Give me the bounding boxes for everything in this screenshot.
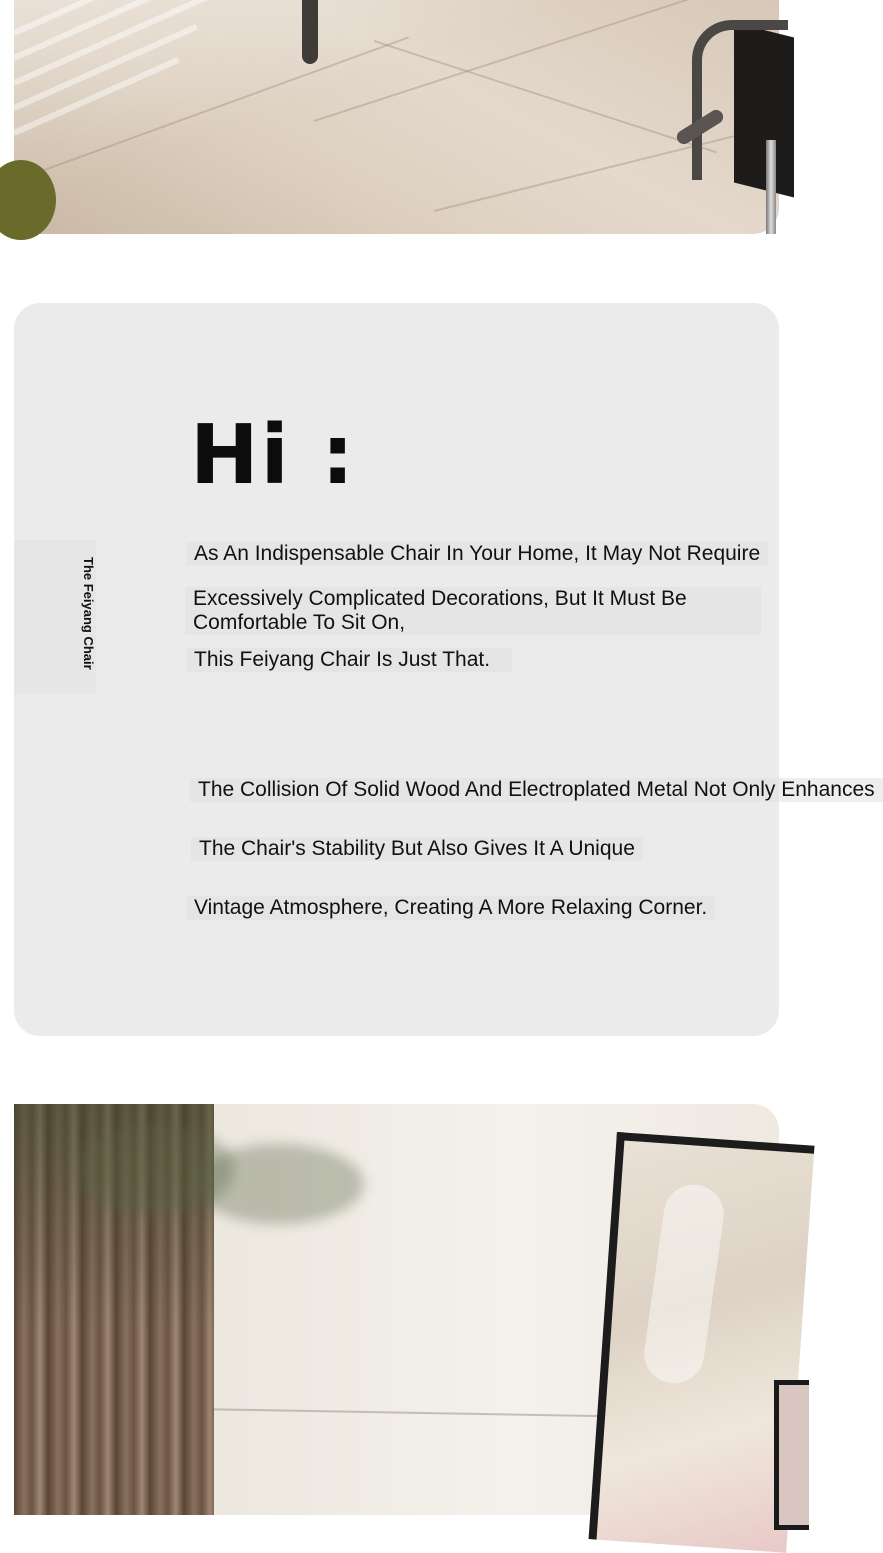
paragraph-line-4: The Collision Of Solid Wood And Electroplated Metal Not Only Enhances [190, 778, 883, 802]
chair-leg [302, 0, 318, 64]
paragraph-line-5: The Chair's Stability But Also Gives It A Unique [191, 837, 643, 861]
paragraph-line-1: As An Indispensable Chair In Your Home, It May Not Require [186, 542, 768, 566]
floor-plank-line [374, 40, 717, 153]
product-story-card [14, 303, 875, 1036]
side-label: The Feiyang Chair [81, 557, 96, 670]
card-heading: Hi : [190, 408, 357, 503]
top-product-image [14, 0, 779, 234]
paragraph-line-3: This Feiyang Chair Is Just That. [186, 648, 512, 672]
bottom-interior-image [14, 1104, 779, 1515]
chair-metal-rod [766, 140, 776, 234]
plant-leaf [0, 160, 56, 240]
foliage-blur [194, 1144, 364, 1224]
picture-frame [774, 1380, 809, 1530]
paragraph-line-6: Vintage Atmosphere, Creating A More Relaxing Corner. [186, 896, 715, 920]
wall-panel-line [214, 1408, 634, 1417]
paragraph-line-2: Excessively Complicated Decorations, But It Must Be Comfortable To Sit On, [185, 587, 761, 635]
